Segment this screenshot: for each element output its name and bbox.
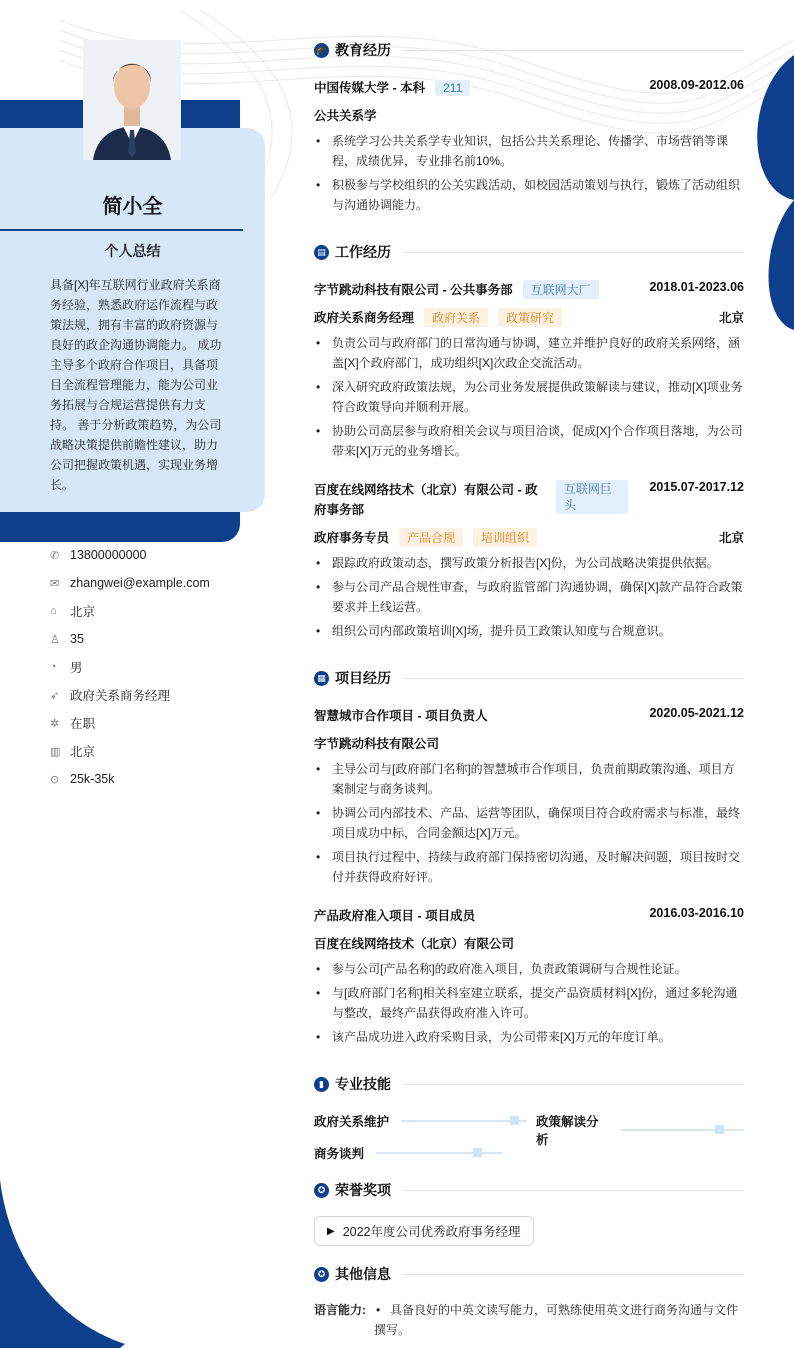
job-row (314, 280, 744, 299)
list-item: • 协助公司高层参与政府相关会议与项目洽谈，促成[X]个合作项目落地，为公司带来[X]万元的业务增长。 (314, 421, 744, 461)
role-tag: 政府关系 (424, 308, 488, 327)
contact-value: zhangwei@example.com (70, 576, 210, 590)
project-date: 2020.05-2021.12 (649, 706, 744, 720)
work-header (314, 242, 744, 262)
job-date: 2018.01-2023.06 (649, 280, 744, 294)
contact-status (50, 709, 250, 737)
contact-age (50, 625, 250, 653)
building-icon: ▥ (50, 745, 61, 758)
gender-icon: ◔ (50, 661, 57, 673)
skills-header (314, 1074, 744, 1094)
section-title: 项目经历 (335, 670, 391, 686)
section-title: 专业技能 (335, 1076, 391, 1092)
contact-email (50, 569, 250, 597)
education-bullets (314, 131, 744, 219)
contact-value: 男 (70, 661, 83, 675)
skill-level (715, 1125, 724, 1134)
company-name: 百度在线网络技术（北京）有限公司 - 政府事务部 (314, 483, 538, 517)
graduation-cap-icon: 🎓 (314, 43, 329, 58)
skill-item (536, 1112, 744, 1148)
list-item: • 跟踪政府政策动态，撰写政策分析报告[X]份，为公司战略决策提供依据。 (314, 553, 744, 573)
project-org: 字节跳动科技有限公司 (314, 737, 440, 751)
job-bullets (314, 553, 744, 645)
section-title: 荣誉奖项 (335, 1182, 391, 1198)
language-label: 语言能力: (314, 1303, 366, 1317)
status-icon: ✲ (50, 717, 60, 730)
job-role: 政府事务专员 (314, 531, 390, 545)
bar-chart-icon: ▮ (314, 1077, 329, 1092)
skill-bar (621, 1129, 744, 1131)
language-row (314, 1300, 744, 1340)
contact-value: 25k-35k (70, 772, 115, 786)
contact-value: 13800000000 (70, 548, 147, 562)
age-icon: ♙ (50, 633, 60, 646)
summary-text: 具备[X]年互联网行业政府关系商务经验，熟悉政府运作流程与政策法规，拥有丰富的政府资源与良好的政企沟通协调能力。 成功主导多个政府合作项目，具备项目全流程管理能力，能为公司业务拓展与合规运营提供有力支持。 善于分析政策趋势，为公司战略决策提供前瞻性建议，助力公司把握政策机遇，实现业务增长。 (50, 278, 222, 492)
language-value: 具备良好的中英文读写能力，可熟练使用英文进行商务沟通与文件撰写。 (374, 1303, 739, 1337)
company-tag: 互联网大厂 (523, 280, 599, 299)
job-bullets (314, 333, 744, 465)
school-tag: 211 (435, 80, 470, 96)
list-item: • 项目执行过程中，持续与政府部门保持密切沟通，及时解决问题，项目按时交付并获得政府好评。 (314, 847, 744, 887)
role-tag: 培训组织 (473, 528, 537, 547)
summary-title: 个人总结 (104, 243, 161, 259)
list-item: • 参与公司产品合规性审查，与政府监管部门沟通协调，确保[X]款产品符合政策要求并上线运营。 (314, 577, 744, 617)
name-underline (0, 229, 243, 231)
list-item: • 主导公司与[政府部门名称]的智慧城市合作项目，负责前期政策沟通、项目方案制定与商务谈判。 (314, 759, 744, 799)
divider (403, 50, 744, 51)
education-row (314, 78, 744, 96)
contact-value: 35 (70, 632, 84, 646)
education-header (314, 40, 744, 60)
avatar (83, 40, 181, 160)
project-bullets (314, 759, 744, 891)
project-name: 产品政府准入项目 - 项目成员 (314, 909, 476, 923)
divider (403, 252, 744, 253)
project-name: 智慧城市合作项目 - 项目负责人 (314, 709, 488, 723)
list-item: • 组织公司内部政策培训[X]场，提升员工政策认知度与合规意识。 (314, 621, 744, 641)
skill-bar (401, 1120, 527, 1122)
contact-location (50, 597, 250, 625)
awards-header (314, 1180, 744, 1200)
skill-item (314, 1144, 502, 1162)
list-item: • 积极参与学校组织的公关实践活动，如校园活动策划与执行，锻炼了活动组织与沟通协调能力。 (314, 175, 744, 215)
contact-city (50, 737, 250, 765)
list-item: • 协调公司内部技术、产品、运营等团队，确保项目符合政府需求与标准，最终项目成功中标，合同金额达[X]万元。 (314, 803, 744, 843)
contact-value: 在职 (70, 717, 96, 731)
project-date: 2016.03-2016.10 (649, 906, 744, 920)
award-icon: ✪ (314, 1183, 329, 1198)
award-label: 2022年度公司优秀政府事务经理 (342, 1225, 521, 1239)
job-role-row (314, 308, 744, 327)
skill-level (473, 1148, 482, 1157)
profile-name: 简小全 (102, 196, 163, 218)
job-row (314, 480, 744, 520)
divider (403, 1084, 744, 1085)
contact-value: 政府关系商务经理 (70, 689, 171, 703)
role-tag: 产品合规 (399, 528, 463, 547)
skill-name: 政策解读分析 (536, 1115, 599, 1147)
divider (403, 1190, 744, 1191)
education-date: 2008.09-2012.06 (649, 78, 744, 92)
list-item: • 系统学习公共关系学专业知识，包括公共关系理论、传播学、市场营销等课程，成绩优异，专业排名前10%。 (314, 131, 744, 171)
bullet-dot: • (376, 1303, 381, 1317)
job-city: 北京 (718, 531, 744, 545)
job-role-row (314, 528, 744, 547)
contact-salary (50, 765, 250, 793)
list-item: • 负责公司与政府部门的日常沟通与协调，建立并维护良好的政府关系网络，涵盖[X]个政府部门，成功组织[X]次政企交流活动。 (314, 333, 744, 373)
project-row (314, 706, 744, 724)
send-icon: ➶ (50, 689, 60, 702)
divider (403, 1274, 744, 1275)
role-tag: 政策研究 (498, 308, 562, 327)
contact-position (50, 681, 250, 709)
grid-icon: ▦ (314, 671, 329, 686)
skill-name: 政府关系维护 (314, 1115, 390, 1129)
job-city: 北京 (718, 311, 744, 325)
project-bullets (314, 959, 744, 1051)
section-title: 工作经历 (335, 244, 391, 260)
list-item: • 深入研究政府政策法规，为公司业务发展提供政策解读与建议，推动[X]项业务符合政策导向并顺利开展。 (314, 377, 744, 417)
skill-bar (376, 1152, 502, 1154)
contact-value: 北京 (70, 745, 96, 759)
list-item: • 参与公司[产品名称]的政府准入项目，负责政策调研与合规性论证。 (314, 959, 744, 979)
project-org: 百度在线网络技术（北京）有限公司 (314, 937, 515, 951)
major: 公共关系学 (314, 109, 377, 123)
award-item[interactable] (314, 1216, 534, 1246)
skill-level (510, 1116, 519, 1125)
contact-value: 北京 (70, 605, 96, 619)
home-icon: ⌂ (50, 605, 57, 617)
project-header (314, 668, 744, 688)
section-title: 教育经历 (335, 42, 391, 58)
list-item: • 与[政府部门名称]相关科室建立联系，提交产品资质材料[X]份，通过多轮沟通与整改，最终产品获得政府准入许可。 (314, 983, 744, 1023)
job-date: 2015.07-2017.12 (649, 480, 744, 494)
contact-list (50, 541, 250, 793)
play-icon: ▶ (327, 1225, 335, 1237)
mail-icon: ✉ (50, 577, 60, 590)
company-tag: 互联网巨头 (556, 480, 628, 514)
contact-phone (50, 541, 250, 569)
company-name: 字节跳动科技有限公司 - 公共事务部 (314, 283, 513, 297)
school-name: 中国传媒大学 - 本科 (314, 81, 426, 95)
skill-name: 商务谈判 (314, 1147, 365, 1161)
job-role: 政府关系商务经理 (314, 311, 415, 325)
list-item: • 该产品成功进入政府采购目录，为公司带来[X]万元的年度订单。 (314, 1027, 744, 1047)
section-title: 其他信息 (335, 1266, 391, 1282)
phone-icon: ✆ (50, 549, 60, 562)
salary-icon: ⊙ (50, 773, 60, 786)
other-header (314, 1264, 744, 1284)
contact-gender (50, 653, 250, 681)
project-row (314, 906, 744, 924)
briefcase-icon: ▤ (314, 245, 329, 260)
skill-item (314, 1112, 527, 1130)
person-photo (83, 40, 181, 160)
info-icon: ✪ (314, 1267, 329, 1282)
divider (403, 678, 744, 679)
